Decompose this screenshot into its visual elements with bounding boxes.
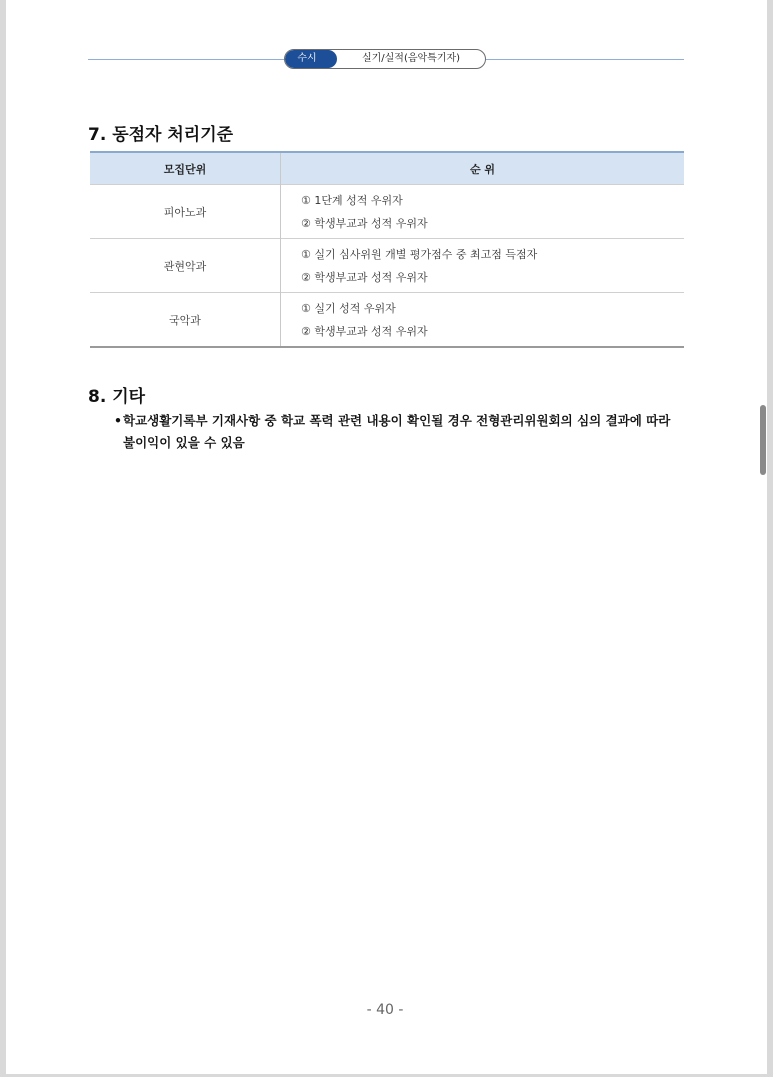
- header-badge-category: 수시: [285, 50, 329, 68]
- scrollbar-thumb[interactable]: [760, 405, 766, 475]
- notice-line-2: 불이익이 있을 수 있음: [123, 435, 245, 450]
- header-badge: [284, 49, 486, 69]
- unit-cell: 국악과: [90, 293, 281, 348]
- table-row: [90, 293, 684, 348]
- rank-cell: [281, 239, 685, 293]
- notice-line-1: 학교생활기록부 기재사항 중 학교 폭력 관련 내용이 확인될 경우 전형관리위원회의 심의 결과에 따라: [123, 413, 671, 428]
- rank-item: ② 학생부교과 성적 우위자: [301, 270, 428, 284]
- header-badge-type: 실기/실적(음악특기자): [361, 53, 461, 64]
- rank-item: ② 학생부교과 성적 우위자: [301, 216, 428, 230]
- column-header-unit: 모집단위: [90, 152, 281, 185]
- rank-cell: [281, 293, 685, 348]
- unit-cell: 관현악과: [90, 239, 281, 293]
- unit-cell: 피아노과: [90, 185, 281, 239]
- rank-item: ① 1단계 성적 우위자: [301, 193, 403, 207]
- page-number: - 40 -: [366, 1002, 404, 1018]
- column-header-rank: 순 위: [281, 152, 685, 185]
- table-header-row: [90, 152, 684, 185]
- table-row: [90, 185, 684, 239]
- rank-item: ① 실기 심사위원 개별 평가점수 중 최고점 득점자: [301, 247, 538, 261]
- rank-item: ① 실기 성적 우위자: [301, 301, 396, 315]
- tie-break-table: [90, 151, 684, 348]
- rank-cell: [281, 185, 685, 239]
- header-rule-right: [486, 59, 684, 60]
- table-row: [90, 239, 684, 293]
- rank-item: ② 학생부교과 성적 우위자: [301, 324, 428, 338]
- notice-bullet: [114, 410, 694, 454]
- bullet-dot: •: [114, 413, 122, 428]
- header-rule-left: [88, 59, 284, 60]
- section-8-title: 8. 기타: [88, 387, 146, 407]
- section-7-title: 7. 동점자 처리기준: [88, 125, 234, 145]
